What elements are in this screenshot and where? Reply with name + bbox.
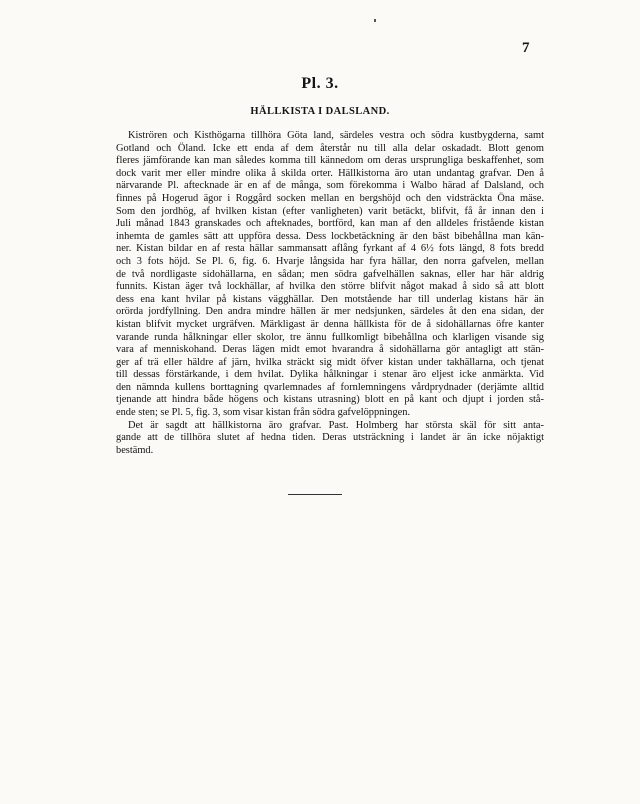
text-line: Det är sagdt att hällkistorna äro grafvar. Past. Holmberg har största skäl för sitt anta- — [128, 419, 544, 431]
text-line: inhemta de gamles sätt att uppföra dessa. Dess lockbetäckning är den bäst bibehållna man kän- — [116, 230, 544, 242]
text-line: gande att de tillhöra slutet af hedna tiden. Deras utsträckning i landet är än icke nöjaktigt — [116, 432, 544, 444]
text-line: den nämnda kullens borttagning qvarlemnades af fornlemningens vårdprydnader (derjämte alltid — [116, 381, 544, 393]
text-line: funnits. Kistan äger två lockhällar, af hvilka den större blifvit något makad å sido så att blott — [116, 281, 544, 293]
text-line: dess ena kant hvilar på kistans vägghällar. Den motstående har till underlag kistans här än — [116, 293, 544, 305]
text-line: varande runda hålkningar eller skolor, tre ännu fullkomligt bibehållna och klarligen visande sig — [116, 331, 544, 343]
text-line: finnes på Hogerud ägor i Roggård socken mellan en bergshöjd och den vidsträckta Öna mäse. — [116, 192, 544, 204]
text-line: de två nordligaste sidohällarna, en sådan; men södra gafvelhällen saknas, eller har här aldrig — [116, 268, 544, 280]
text-line: Som den jordhög, af hvilken kistan (efter vanligheten) varit betäckt, blifvit, få år innan den i — [116, 205, 544, 217]
text-line: och 3 fots höjd. Se Pl. 6, fig. 6. Hvarje långsida har fyra hällar, den norra gafvelen, mellan — [116, 255, 544, 267]
text-line: ende sten; se Pl. 5, fig. 3, som visar kistan från södra gafvelöppningen. — [116, 407, 411, 419]
text-line: dock varit mer eller mindre olika å skilda orter. Hällkistorna äro utan undantag grafvar. Den å — [116, 167, 544, 179]
text-line: fleres jämförande kan man således komma till kännedom om deras ursprungliga beskaffenhet, som — [116, 155, 544, 167]
section-title: HÄLLKISTA I DALSLAND. — [250, 106, 390, 117]
text-line: närvarande Pl. aftecknade är en af de många, som förekomma i Walbo härad af Dalsland, och — [116, 180, 544, 192]
text-line: tjenande att hindra både högens och kistans utrasning) blott en på kant och djupt i jorden stå- — [116, 394, 544, 406]
plate-title: Pl. 3. — [301, 75, 339, 92]
text-line: ger af trä eller häldre af järn, hvilka sträckt sig midt öfver kistan under takhällarna, och tjenat — [116, 356, 544, 368]
text-line: bestämd. — [116, 444, 154, 456]
closing-rule — [288, 494, 342, 495]
text-line: orörda jordfyllning. Den andra mindre hällen är mer nedsjunken, särdeles åt den ena sidan, der — [116, 306, 544, 318]
page-number: 7 — [522, 40, 530, 56]
text-line: Gotland och Öland. Icke ett enda af dem återstår nu till alla delar oskadadt. Blott genom — [116, 142, 544, 154]
text-line: ner. Kistan bildar en af resta hällar sammansatt aflång fyrkant af 4 6½ fots längd, 8 fots bredd — [116, 243, 544, 255]
text-line: Juli månad 1843 granskades och afteknades, bortförd, kan man af den alldeles fristående kistan — [116, 218, 544, 230]
body-text — [116, 130, 544, 457]
text-line: Kiströren och Kisthögarna tillhöra Göta land, särdeles vestra och södra kustbygderna, samt — [128, 130, 544, 141]
text-line: till dessas förstärkande, i dem hvilat. Dylika hålkningar i stenar äro eljest icke anmärkta. Vid — [116, 369, 544, 381]
text-line: vara af menniskohand. Deras lägen midt emot hvarandra å sidohällarna gör antagligt att stän- — [116, 344, 544, 356]
paragraph-1 — [116, 130, 544, 420]
paragraph-2 — [116, 420, 544, 458]
paper-speck — [374, 19, 376, 22]
text-line: kistan blifvit mycket urgräfven. Märkligast är denna hällkista för de å sidohällarnas öfre kanter — [116, 318, 544, 330]
